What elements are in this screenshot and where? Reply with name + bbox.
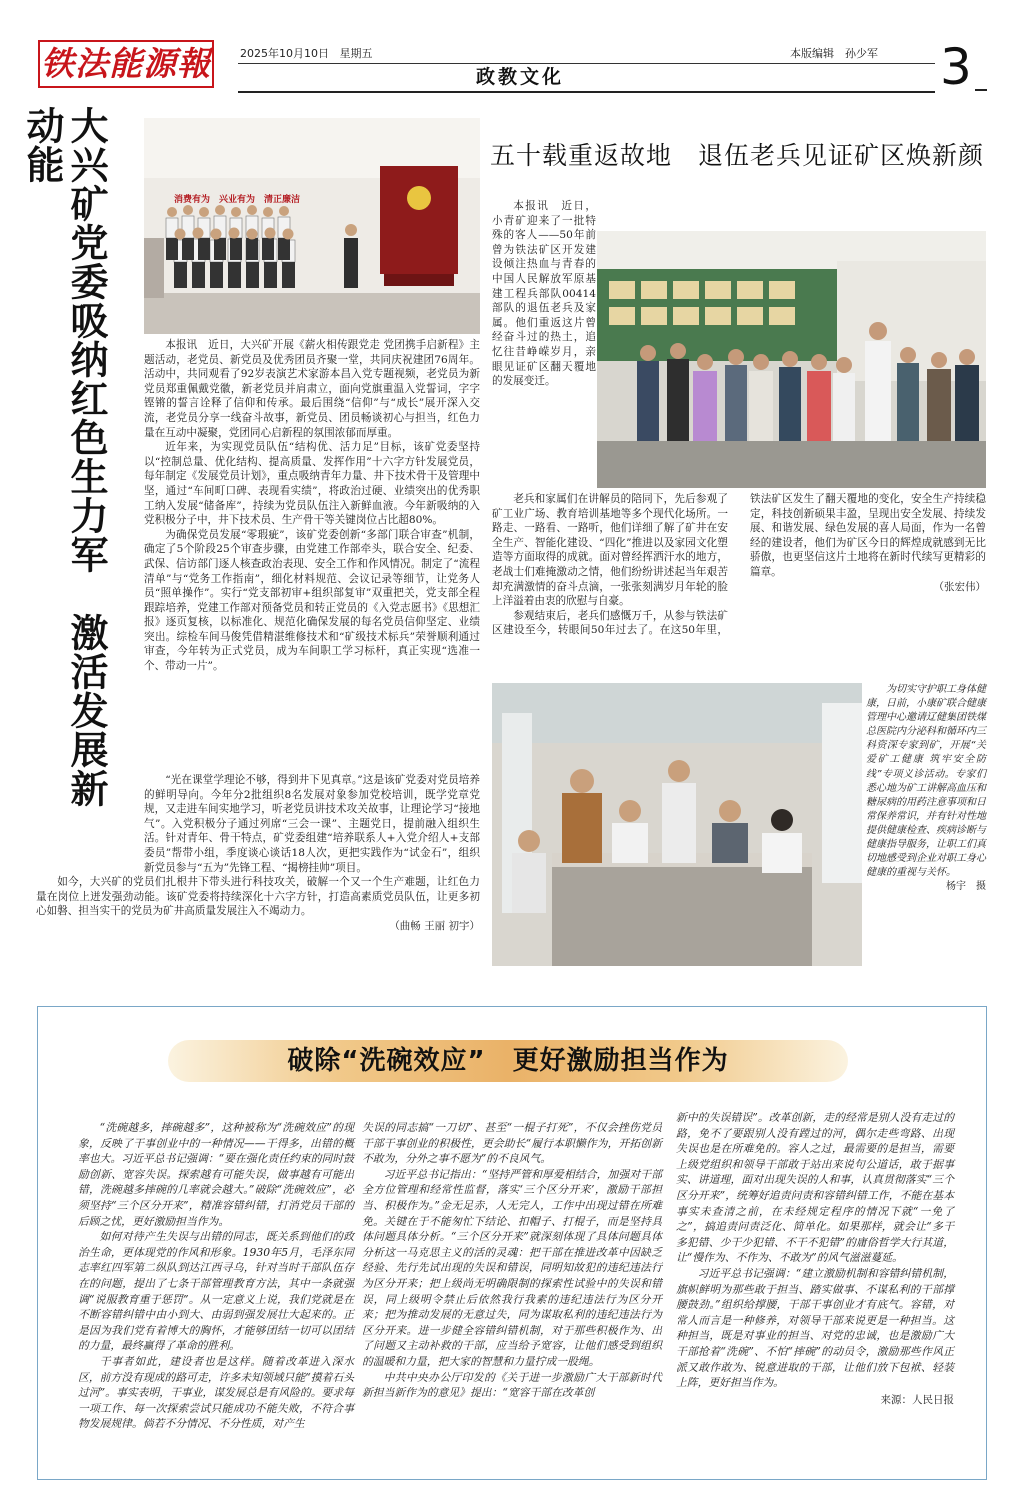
section-name: 政教文化 — [475, 66, 564, 88]
article1-credit: （曲畅 王丽 初宇） — [389, 919, 480, 932]
commentary-col2-p2: 习近平总书记指出：“坚持严管和厚爱相结合，加强对干部全方位管理和经常性监督，落实‘三个区分开来’，激励干部担当、积极作为。”金无足赤，人无完人，工作中出现过错在所难免。关键在于不能匆忙下结论、扣帽子、打棍子，而是坚持具体问题具体分析。“三个区分开来”就深刻体现了具体问题具体分析这一马克思主义的活的灵魂：把干部在推进改革中因缺乏经验、先行先试出现的失误和错误，同明知故犯的违纪违法行为区分开来；把上级尚无明确限制的探索性试验中的失误和错误，同上级明令禁止后依然我行我素的违纪违法行为区分开来；把为推动发展的无意过失，同为谋取私利的违纪违法行为区分开来。进一步健全容错纠错机制，对于那些积极作为、出了问题又主动补救的干部，应当给予宽容，让他们感受到组织的温暖和力量，把大家的智慧和力量拧成一股绳。 — [362, 1167, 662, 1368]
masthead-text: 铁法能源報 — [41, 44, 211, 83]
editor-line: 本版编辑 孙少军 — [790, 47, 878, 60]
article2-intro: 本报讯 近日，小青矿迎来了一批特殊的客人——50年前曾为铁法矿区开发建设倾注热血与青春的中国人民解放军原基建工程兵部队00414部队的退伍老兵及家属。他们重返这片曾经奋斗过的热土，追忆往昔峥嵘岁月，亲眼见证矿区翻天覆地的发展变迁。 — [492, 200, 596, 388]
commentary-col2-p3: 中共中央办公厅印发的《关于进一步激励广大干部新时代新担当新作为的意见》提出：“宽容干部在改革创 — [362, 1370, 662, 1400]
weekday-text: 星期五 — [339, 47, 373, 60]
photo-banner-text: 消费有为 兴业有为 清正廉洁 — [174, 195, 301, 205]
article2-para2: 老兵和家属们在讲解员的陪同下，先后参观了矿工业广场、教育培训基地等多个现代化场所。一路走、一路看、一路听，他们详细了解了矿井在安全生产、智能化建设、“四化”推进以及家园文化塑造等方面取得的成就。面对曾经挥洒汗水的地方，老战士们难掩激动之情，他们纷纷讲述起当年艰苦却充满激情的奋斗点滴，一张张刻满岁月年轮的脸上洋溢着由衷的欣慰与自豪。 — [492, 493, 728, 608]
article1-para5: 如今，大兴矿的党员们扎根井下带头进行科技攻关，破解一个又一个生产难题，让红色力量在岗位上迸发强劲动能。该矿党委将持续深化十六字方针，打造高素质党员队伍，让更多初心如磐、担当实干的党员为矿井高质量发展注入不竭动力。 — [36, 876, 480, 918]
commentary-col1 — [78, 1120, 354, 1432]
commentary-col1-p1: “洗碗越多，摔碗越多”，这种被称为“洗碗效应”的现象，反映了干事创业中的一种情况——干得多，出错的概率也大。习近平总书记强调：“要在强化责任约束的同时鼓励创新、宽容失误。探索越有可能失误，做事越有可能出错，洗碗越多摔碗的几率就会越大。”破除“洗碗效应”，必须坚持“三个区分开来”，精准容错纠错，打消党员干部的后顾之忧，更好激励担当作为。 — [78, 1121, 354, 1228]
page-number-tick — [975, 89, 987, 91]
clinic-caption-text: 为切实守护职工身体健康，日前，小康矿联合健康管理中心邀请辽健集团铁煤总医院内分泌科和循环内三科资深专家到矿，开展“关爱矿工健康 筑牢安全防线”专项义诊活动。专家们悉心地为矿工讲解高血压和糖尿病的用药注意事项和日常保养常识，并有针对性地提供健康检查、疾病诊断与健康指导服务，让职工们真切地感受到企业对职工身心健康的重视与关怀。 — [866, 684, 986, 879]
commentary-col2-p1: 失误的同志搞“一刀切”、甚至“一棍子打死”，不仅会挫伤党员干部干事创业的积极性，更会助长“履行本职懒作为，开拓创新不敢为，分外之事不愿为”的不良风气。 — [362, 1121, 662, 1166]
article1-para3: 为确保党员发展“零瑕疵”，该矿党委创新“多部门联合审查”机制，确定了5个阶段25个审查步骤，由党建工作部牵头，联合安全、纪委、武保、信访部门逐人核查政治表现、安全工作和作风情况。制定了“流程清单”与“党务工作指南”，细化材料规范、会议记录等细节，让党务人员“照单操作”。实行“党支部初审+组织部复审”双重把关，党支部全程跟踪培养，党建工作部对预备党员和转正党员的《入党志愿书》《思想汇报》逐页复核，以标准化、规范化确保发展的每名党员信仰坚定、业绩突出。综检车间马俊凭借精湛维修技术和“矿级技术标兵”荣誉顺利通过审查，今年转为正式党员，成为车间职工学习标杆，真正实现“选准一个、带动一片”。 — [144, 528, 480, 673]
article2-credit: （张宏伟） — [933, 580, 986, 593]
article2-para3: 参观结束后，老兵们感慨万千，从参与铁法矿区建设至今，转眼间50年过去了。在这50年里，铁法矿区发生了翻天覆地的变化，安全生产持续稳定，科技创新硕果丰盈，呈现出安全发展、持续发展、和谐发展、绿色发展的喜人局面，作为一名曾经的建设者，他们为矿区今日的辉煌成就感到无比骄傲，也更坚信这片土地将在新时代续写更精彩的篇章。 — [492, 493, 986, 637]
clinic-photo — [492, 683, 862, 966]
commentary-col3-p1: 新中的失误错误”。改革创新，走的经常是别人没有走过的路，免不了要跟别人没有蹚过的河，偶尔走些弯路、出现失误也是在所难免的。容人之过，最需要的是担当，需要上级党组织和领导干部敢于站出来说句公道话，敢于据事实、讲道理，面对出现失误的人和事，认真贯彻落实“三个区分开来”，统筹好追责问责和容错纠错工作，不能在基本事实未查清之前，在未经规定程序的情况下就“一免了之”，搞追责问责泛化、简单化。如果那样，就会让“多干多犯错、少干少犯错、不干不犯错”的庸俗哲学大行其道，让“慢作为、不作为、不敢为”的风气滋滋蔓延。 — [676, 1111, 954, 1265]
article1-intro: 本报讯 近日，大兴矿开展《薪火相传跟党走 党团携手启新程》主题活动，老党员、新党员及优秀团员齐聚一堂，共同庆祝建团76周年。活动中，共同观看了92岁表演艺术家游本昌入党专题视频，老党员为新党员郑重佩戴党徽，新老党员并肩肃立，面向党旗重温入党誓词，字字铿锵的誓言诠释了信仰和传承。最后围绕“信仰”与“成长”展开深入交流，老党员分享一线奋斗故事，新党员、团员畅谈初心与担当，红色力量在互动中凝聚，党团同心启新程的氛围浓郁而厚重。 — [144, 339, 480, 439]
commentary-col1-p3: 干事者如此，建设者也是这样。随着改革进入深水区，前方没有现成的路可走，许多未知领域只能“摸着石头过河”。事实表明，干事业，谋发展总是有风险的。要求每一项工作、每一次探索尝试只能成功不能失败，不符合事物发展规律。倘若不分情况、不分性质，对产生 — [78, 1354, 354, 1431]
health-clinic-photo — [492, 683, 862, 966]
article2-body — [492, 492, 986, 652]
commentary-col1-p2: 如何对待产生失误与出错的同志，既关系到他们的政治生命，更体现党的作风和形象。1930年5月，毛泽东同志率红四军第二纵队到达江西寻乌，针对当时干部队伍存在的问题，提出了七条干部管理教育方法，其中一条就强调“说服教育重于惩罚”。从一定意义上说，我们党就是在不断容错纠错中由小到大、由弱到强发展壮大起来的。正是因为我们党有着博大的胸怀，才能够团结一切可以团结的力量，最终赢得了革命的胜利。 — [78, 1230, 354, 1353]
header-rule-bottom — [238, 91, 935, 93]
article1-photo — [144, 118, 480, 334]
article2-photo — [597, 231, 986, 488]
clinic-caption-credit: 杨宇 摄 — [946, 881, 986, 893]
article1-para4: “光在课堂学理论不够，得到井下见真章。”这是该矿党委对党员培养的鲜明导向。今年分2批组织8名发展对象参加党校培训，既学党章党规，又走进车间实地学习，听老党员讲技术攻关故事，让理论学习“接地气”。入党积极分子通过列席“三会一课”、主题党日，提前融入组织生活。针对青年、骨干特点，矿党委组建“培养联系人+入党介绍人+支部委员”帮带小组，季度谈心谈话18人次，更把实践作为“试金石”，组织新党员参与“五为”先锋工程、“揭榜挂帅”项目。 — [144, 774, 480, 874]
article1-body-upper — [144, 338, 480, 674]
veterans-visit-photo — [597, 231, 986, 488]
masthead-logo — [38, 40, 214, 88]
clinic-caption — [866, 683, 986, 894]
date-text: 2025年10月10日 — [240, 47, 329, 60]
party-oath-photo — [144, 118, 480, 334]
article2-title: 五十载重返故地 退伍老兵见证矿区焕新颜 — [490, 141, 985, 170]
page-number: 3 — [940, 38, 972, 96]
commentary-col3 — [676, 1110, 954, 1408]
issue-date — [240, 45, 373, 61]
article1-title: 大兴矿党委吸纳红色生力军 激活发展新动能 — [20, 106, 108, 808]
article1-body-lower — [36, 773, 480, 934]
commentary-col3-p2: 习近平总书记强调：“建立激励机制和容错纠错机制，旗帜鲜明为那些敢于担当、踏实做事、不谋私利的干部撑腰鼓劲。”组织给撑腰，干部干事创业才有底气。容错，对常人而言是一种修养，对领导干部来说更是一种担当。这种担当，既是对事业的担当、对党的忠诚，也是激励广大干部抢着“洗碗”、不怕“摔碗”的动员令，激励那些作风正派又敢作敢为、锐意进取的干部，让他们放下包袱、轻装上阵，更好担当作为。 — [676, 1266, 954, 1390]
commentary-title: 破除“洗碗效应” 更好激励担当作为 — [287, 1046, 729, 1076]
article1-para2: 近年来，为实现党员队伍“结构优、活力足”目标，该矿党委坚持以“控制总量、优化结构、提高质量、发挥作用”十六字方针发展党员，每年制定《发展党员计划》，重点吸纳青年力量、井下技术骨干及管理中坚，通过“车间町口碑、表现看实绩”，将政治过硬、业绩突出的优秀职工纳入发展“储备库”，持续为党员队伍注入新鲜血液。今年新吸纳的入党积极分子中，井下技术员、生产骨干等关键岗位占比超80%。 — [144, 441, 480, 527]
commentary-col2 — [362, 1120, 662, 1401]
commentary-source: 来源：人民日报 — [880, 1393, 954, 1406]
